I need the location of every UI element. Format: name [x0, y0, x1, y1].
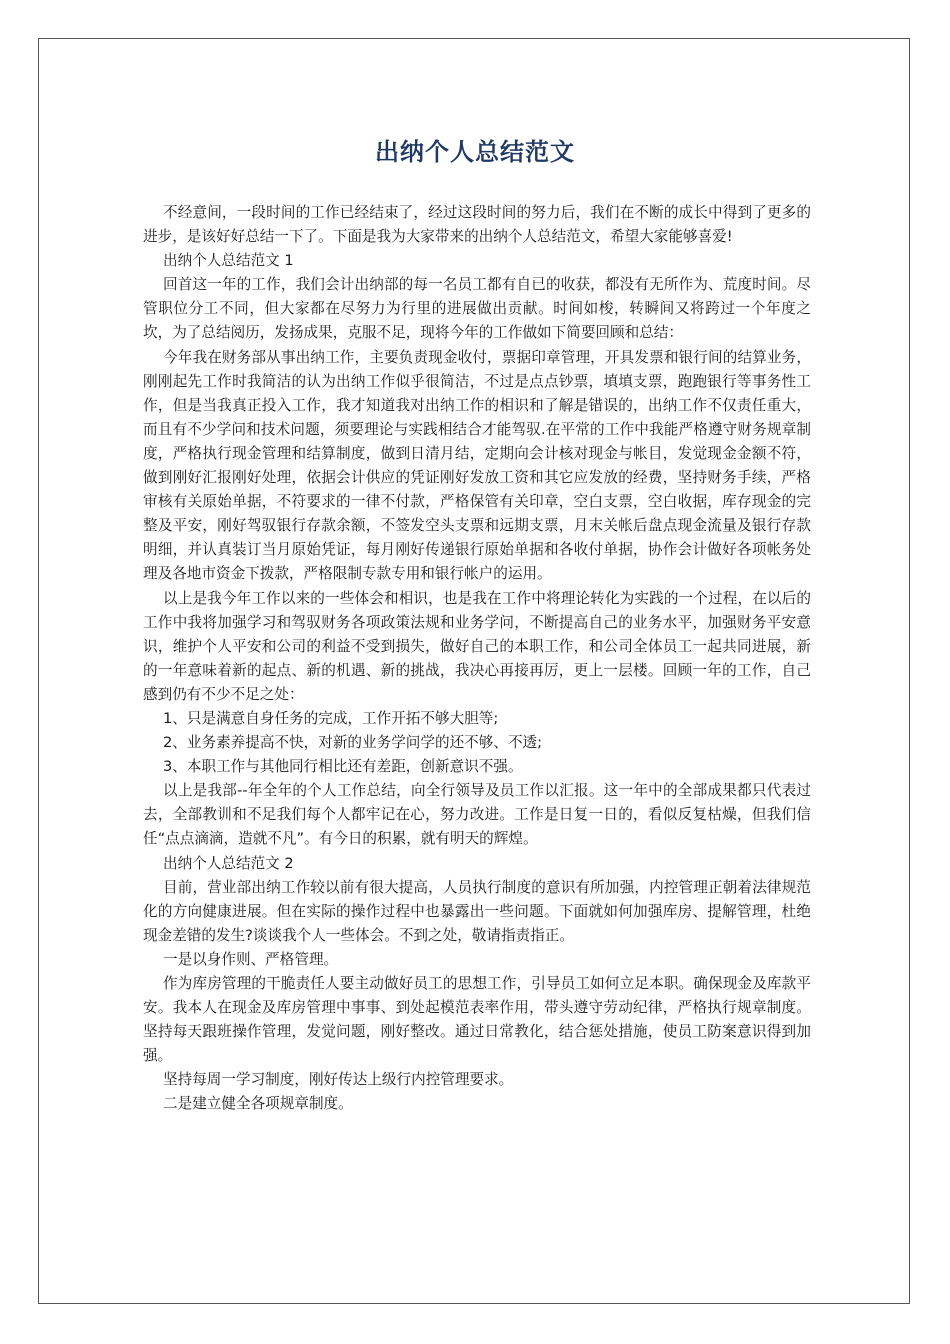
- paragraph: 今年我在财务部从事出纳工作，主要负责现金收付，票据印章管理，开具发票和银行间的结算业务，刚刚起先工作时我简洁的认为出纳工作似乎很简洁，不过是点点钞票，填填支票，跑跑银行等事务性工作，但是当我真正投入工作，我才知道我对出纳工作的相识和了解是错误的，出纳工作不仅责任重大，而且有不少学问和技术问题，须要理论与实践相结合才能驾驭.在平常的工作中我能严格遵守财务规章制度，严格执行现金管理和结算制度，做到日清月结，定期向会计核对现金与帐目，发觉现金金额不符，做到刚好汇报刚好处理，依据会计供应的凭证刚好发放工资和其它应发放的经费，坚持财务手续，严格审核有关原始单据，不符要求的一律不付款，严格保管有关印章，空白支票，空白收据，库存现金的完整及平安，刚好驾驭银行存款余额，不签发空头支票和远期支票，月末关帐后盘点现金流量及银行存款明细，并认真装订当月原始凭证，每月刚好传递银行原始单据和各收付单据，协作会计做好各项帐务处理及各地市资金下拨款，严格限制专款专用和银行帐户的运用。: [143, 348, 811, 583]
- paragraph: 目前，营业部出纳工作较以前有很大提高，人员执行制度的意识有所加强，内控管理正朝着法律规范化的方向健康进展。但在实际的操作过程中也暴露出一些问题。下面就如何加强库房、提解管理，杜绝现金差错的发生?谈谈我个人一些体会。不到之处，敬请指责指正。: [143, 878, 811, 944]
- paragraph: 以上是我今年工作以来的一些体会和相识，也是我在工作中将理论转化为实践的一个过程，在以后的工作中我将加强学习和驾驭财务各项政策法规和业务学问，不断提高自己的业务水平，加强财务平安意识，维护个人平安和公司的利益不受到损失，做好自己的本职工作，和公司全体员工一起共同进展，新的一年意味着新的起点、新的机遇、新的挑战，我决心再接再厉，更上一层楼。回顾一年的工作，自己感到仍有不少不足之处：: [143, 589, 811, 703]
- section-heading-2: 出纳个人总结范文 2: [163, 854, 294, 872]
- document-body: [143, 201, 811, 1117]
- paragraph: 坚持每周一学习制度，刚好传达上级行内控管理要求。: [163, 1071, 514, 1089]
- paragraph: 作为库房管理的干脆责任人要主动做好员工的思想工作，引导员工如何立足本职。确保现金及库款平安。我本人在现金及库房管理中事事、到处起模范表率作用，带头遵守劳动纪律，严格执行规章制度。坚持每天跟班操作管理，发觉问题，刚好整改。通过日常教化，结合惩处措施，使员工防案意识得到加强。: [143, 975, 811, 1065]
- list-item: 3、本职工作与其他同行相比还有差距，创新意识不强。: [163, 758, 523, 776]
- paragraph: 回首这一年的工作，我们会计出纳部的每一名员工都有自已的收获，都没有无所作为、荒度时间。尽管职位分工不同，但大家都在尽努力为行里的进展做出贡献。时间如梭，转瞬间又将跨过一个年度之坎，为了总结阅历，发扬成果，克服不足，现将今年的工作做如下简要回顾和总结：: [143, 276, 811, 342]
- paragraph-intro: 不经意间，一段时间的工作已经结束了，经过这段时间的努力后，我们在不断的成长中得到了更多的进步，是该好好总结一下了。下面是我为大家带来的出纳个人总结范文，希望大家能够喜爱!: [143, 204, 811, 246]
- paragraph: 二是建立健全各项规章制度。: [163, 1095, 353, 1113]
- list-item: 1、只是满意自身任务的完成，工作开拓不够大胆等;: [163, 709, 499, 727]
- section-heading-1: 出纳个人总结范文 1: [163, 252, 294, 270]
- list-item: 2、业务素养提高不快，对新的业务学问学的还不够、不透;: [163, 734, 543, 752]
- document-title: 出纳个人总结范文: [375, 138, 575, 166]
- paragraph: 以上是我部--年全年的个人工作总结，向全行领导及员工作以汇报。这一年中的全部成果都只代表过去，全部教训和不足我们每个人都牢记在心，努力改进。工作是日复一日的，看似反复枯燥，但我们信任“点点滴滴，造就不凡”。有今日的积累，就有明天的辉煌。: [143, 782, 811, 848]
- paragraph: 一是以身作则、严格管理。: [163, 950, 339, 968]
